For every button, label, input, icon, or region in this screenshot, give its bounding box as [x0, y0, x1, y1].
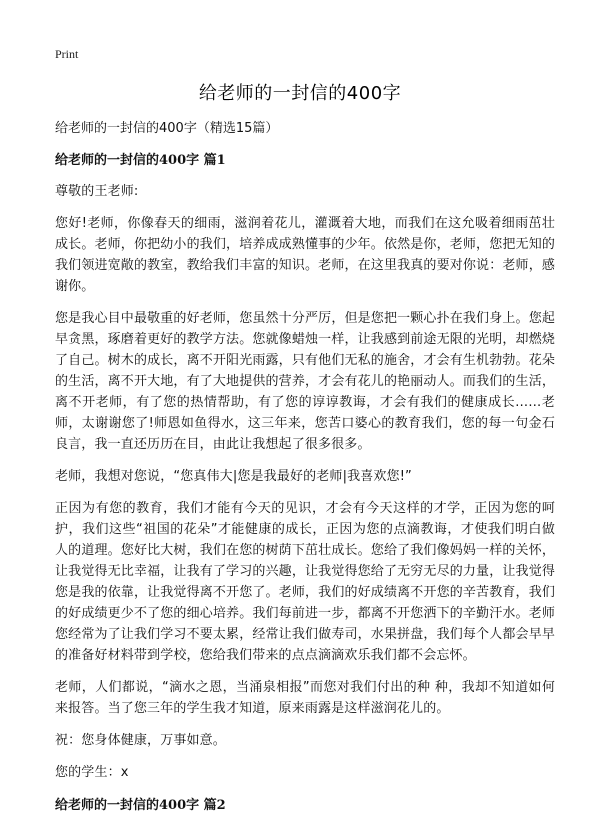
- paragraph-3: 老师，我想对您说，“您真伟大|您是我最好的老师|我喜欢您!”: [55, 469, 412, 484]
- letter-signature: 您的学生：x: [55, 765, 129, 780]
- paragraph-1: 您好!老师，你像春天的细雨，滋润着花儿，灌溉着大地，而我们在这允吸着细雨茁壮成长。老师，你把幼小的我们，培养成成熟懂事的少年。依然是你，老师，您把无知的我们领进宽敞的教室，教给我们丰富的知识。老师，在这里我真的要对你说：老师，感谢你。: [55, 216, 555, 294]
- letter-closing: 祝：您身体健康，万事如意。: [55, 733, 226, 748]
- print-link[interactable]: Print: [55, 47, 79, 61]
- paragraph-5: 老师，人们都说，“滴水之恩，当涌泉相报”而您对我们付出的种 种，我却不知道如何来报答。当了您三年的学生我才知道，原来雨露是这样滋润花儿的。: [55, 680, 555, 716]
- document-subtitle: 给老师的一封信的400字（精选15篇）: [55, 121, 279, 136]
- section-heading-2: 给老师的一封信的400字 篇2: [55, 798, 226, 813]
- document-body: [55, 118, 555, 826]
- paragraph-4: 正因为有您的教育，我们才能有今天的见识，才会有今天这样的才学，正因为您的呵护，我们这些“祖国的花朵”才能健康的成长，正因为您的点滴教诲，才使我们明白做人的道理。您好比大树，我们在您的树荫下茁壮成长。您给了我们像妈妈一样的关怀，让我觉得无比幸福，让我有了学习的兴趣，让我觉得您给了无穷无尽的力量，让我觉得您是我的依靠，让我觉得离不开您了。老师，我们的好成绩离不开您的辛苦教育，我们的好成绩更少不了您的细心培养。我们每前进一步，都离不开您洒下的辛勤汗水。老师您经常为了让我们学习不要太累，经常让我们做寿司，水果拼盘，我们每个人都会早早的准备好材料带到学校，您给我们带来的点点滴滴欢乐我们都不会忘怀。: [55, 501, 555, 663]
- paragraph-2: 您是我心目中最敬重的好老师，您虽然十分严厉，但是您把一颗心扑在我们身上。您起早贪黑，琢磨着更好的教学方法。您就像蜡烛一样，让我感到前途无限的光明，却燃烧了自己。树木的成长，离不开阳光雨露，只有他们无私的施舍，才会有生机勃勃。花朵的生活，离不开大地，有了大地提供的营养，才会有花儿的艳丽动人。而我们的生活，离不开老师，有了您的热情帮助，有了您的谆谆教诲，才会有我们的健康成长……老师，太谢谢您了!师恩如鱼得水，这三年来，您苦口婆心的教育我们，您的每一句金石良言，我一直还历历在目，由此让我想起了很多很多。: [55, 311, 555, 452]
- page-title: 给老师的一封信的400字: [198, 83, 402, 104]
- letter-greeting: 尊敬的王老师:: [55, 184, 139, 199]
- section-heading-1: 给老师的一封信的400字 篇1: [55, 153, 226, 168]
